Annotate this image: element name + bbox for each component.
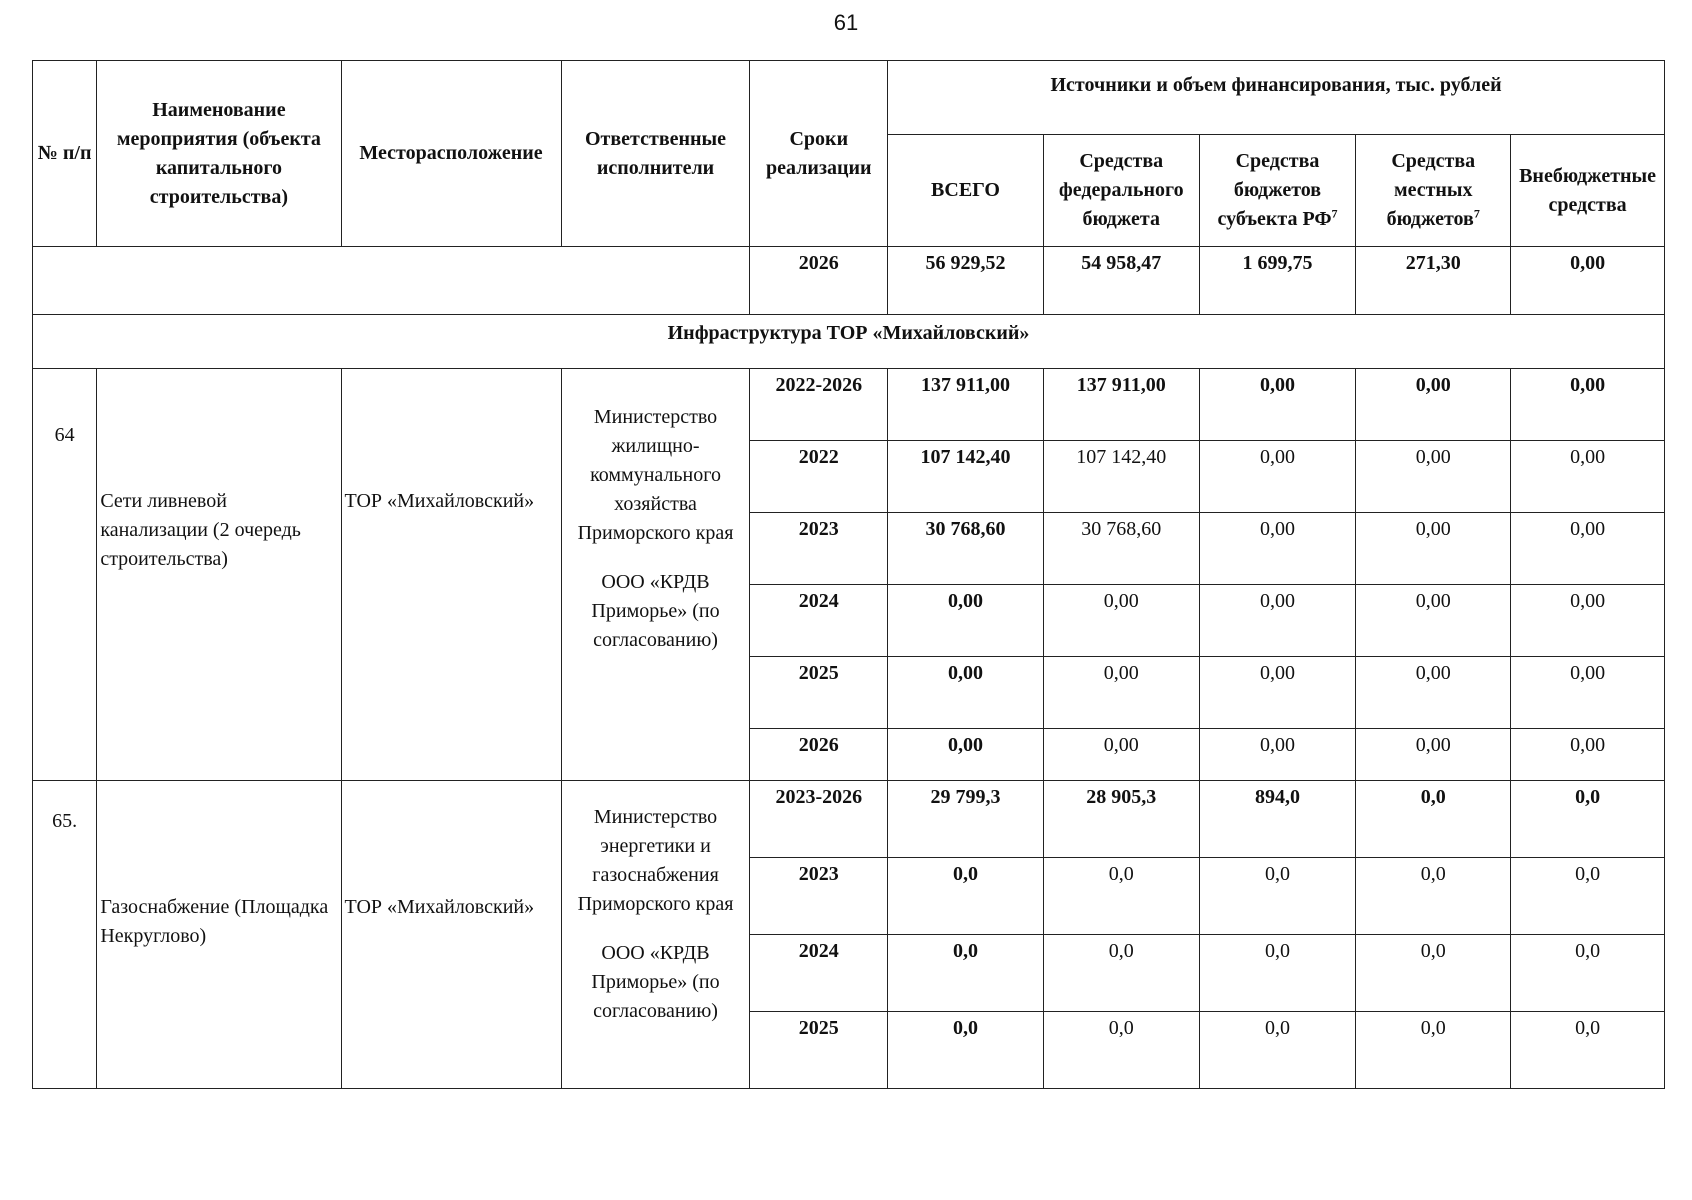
cell-total: 0,0 (888, 1012, 1044, 1089)
header-total: ВСЕГО (888, 135, 1044, 247)
cell-year: 2025 (750, 657, 888, 729)
cell-year: 2025 (750, 1012, 888, 1089)
cell-local: 0,00 (1356, 729, 1511, 781)
header-regional (1199, 135, 1356, 247)
cell-federal: 0,0 (1043, 1012, 1199, 1089)
cell-year: 2024 (750, 935, 888, 1012)
cell-local: 0,0 (1356, 858, 1511, 935)
cell-year: 2022-2026 (750, 369, 888, 441)
cell-regional: 0,00 (1199, 513, 1356, 585)
financing-table (32, 60, 1665, 1089)
cell-total: 0,00 (888, 657, 1044, 729)
item-name (97, 369, 341, 781)
cell-federal: 0,00 (1043, 729, 1199, 781)
cell-total: 0,00 (888, 585, 1044, 657)
table-row (33, 369, 1665, 441)
cell-year: 2023 (750, 513, 888, 585)
cell-total: 30 768,60 (888, 513, 1044, 585)
item-number (33, 369, 97, 781)
cell-regional: 1 699,75 (1199, 247, 1356, 315)
header-local-text: Средства местных бюджетов (1386, 150, 1476, 230)
header-period: Сроки реализации (750, 61, 888, 247)
footnote-mark: 7 (1331, 206, 1338, 221)
cell-local: 0,00 (1356, 657, 1511, 729)
cell-local: 0,0 (1356, 935, 1511, 1012)
carry-empty (33, 247, 750, 315)
cell-total: 107 142,40 (888, 441, 1044, 513)
cell-regional: 0,00 (1199, 369, 1356, 441)
cell-year: 2023-2026 (750, 781, 888, 858)
cell-federal: 0,00 (1043, 585, 1199, 657)
cell-federal: 107 142,40 (1043, 441, 1199, 513)
cell-federal: 0,0 (1043, 935, 1199, 1012)
cell-regional: 0,00 (1199, 585, 1356, 657)
item-number (33, 781, 97, 1089)
cell-local: 0,00 (1356, 441, 1511, 513)
cell-year: 2023 (750, 858, 888, 935)
item-number-text: 64 (54, 424, 75, 446)
responsible-ministry: Министерство жилищно-коммунального хозяйства Приморского края (577, 406, 734, 544)
cell-year: 2022 (750, 441, 888, 513)
cell-year: 2026 (750, 729, 888, 781)
table-row (33, 781, 1665, 858)
cell-extra: 0,00 (1511, 247, 1665, 315)
cell-total: 0,00 (888, 729, 1044, 781)
cell-total: 137 911,00 (888, 369, 1044, 441)
cell-total: 56 929,52 (888, 247, 1044, 315)
item-location-text: ТОР «Михайловский» (344, 490, 535, 512)
responsible-company: ООО «КРДВ Приморье» (по согласованию) (591, 942, 720, 1022)
cell-extra: 0,00 (1511, 513, 1665, 585)
item-location (341, 369, 561, 781)
item-name (97, 781, 341, 1089)
cell-federal: 30 768,60 (1043, 513, 1199, 585)
cell-local: 0,00 (1356, 369, 1511, 441)
cell-local: 271,30 (1356, 247, 1511, 315)
cell-federal: 28 905,3 (1043, 781, 1199, 858)
cell-regional: 0,0 (1199, 1012, 1356, 1089)
cell-extra: 0,00 (1511, 585, 1665, 657)
cell-federal: 0,0 (1043, 858, 1199, 935)
cell-regional: 0,0 (1199, 935, 1356, 1012)
cell-extra: 0,0 (1511, 781, 1665, 858)
item-location (341, 781, 561, 1089)
cell-regional: 0,00 (1199, 657, 1356, 729)
cell-regional: 0,00 (1199, 729, 1356, 781)
cell-extra: 0,0 (1511, 1012, 1665, 1089)
cell-federal: 54 958,47 (1043, 247, 1199, 315)
header-extra: Внебюджетные средства (1511, 135, 1665, 247)
cell-extra: 0,0 (1511, 935, 1665, 1012)
header-location: Месторасположение (341, 61, 561, 247)
header-local (1356, 135, 1511, 247)
cell-extra: 0,00 (1511, 657, 1665, 729)
item-responsible (561, 369, 750, 781)
section-title: Инфраструктура ТОР «Михайловский» (33, 315, 1665, 369)
header-sources: Источники и объем финансирования, тыс. рублей (888, 61, 1665, 135)
header-num: № п/п (33, 61, 97, 247)
cell-local: 0,00 (1356, 585, 1511, 657)
cell-regional: 894,0 (1199, 781, 1356, 858)
cell-federal: 137 911,00 (1043, 369, 1199, 441)
header-name: Наименование мероприятия (объекта капитального строительства) (97, 61, 341, 247)
cell-regional: 0,00 (1199, 441, 1356, 513)
cell-federal: 0,00 (1043, 657, 1199, 729)
cell-local: 0,0 (1356, 781, 1511, 858)
cell-total: 29 799,3 (888, 781, 1044, 858)
item-responsible (561, 781, 750, 1089)
cell-local: 0,0 (1356, 1012, 1511, 1089)
carry-row (33, 247, 1665, 315)
cell-local: 0,00 (1356, 513, 1511, 585)
cell-total: 0,0 (888, 935, 1044, 1012)
header-row-1 (33, 61, 1665, 135)
responsible-company: ООО «КРДВ Приморье» (по согласованию) (591, 571, 720, 651)
header-federal: Средства федерального бюджета (1043, 135, 1199, 247)
cell-regional: 0,0 (1199, 858, 1356, 935)
cell-total: 0,0 (888, 858, 1044, 935)
item-name-text: Сети ливневой канализации (2 очередь строительства) (100, 490, 301, 570)
item-number-text: 65. (52, 810, 78, 832)
header-responsible: Ответственные исполнители (561, 61, 750, 247)
item-location-text: ТОР «Михайловский» (344, 896, 535, 918)
header-regional-text: Средства бюджетов субъекта РФ (1217, 150, 1332, 230)
cell-extra: 0,00 (1511, 729, 1665, 781)
cell-extra: 0,0 (1511, 858, 1665, 935)
cell-year: 2024 (750, 585, 888, 657)
item-name-text: Газоснабжение (Площадка Некруглово) (100, 896, 329, 947)
footnote-mark: 7 (1473, 206, 1480, 221)
section-row (33, 315, 1665, 369)
cell-year: 2026 (750, 247, 888, 315)
cell-extra: 0,00 (1511, 369, 1665, 441)
responsible-ministry: Министерство энергетики и газоснабжения Приморского края (577, 806, 734, 915)
cell-extra: 0,00 (1511, 441, 1665, 513)
page-number: 61 (833, 10, 859, 35)
